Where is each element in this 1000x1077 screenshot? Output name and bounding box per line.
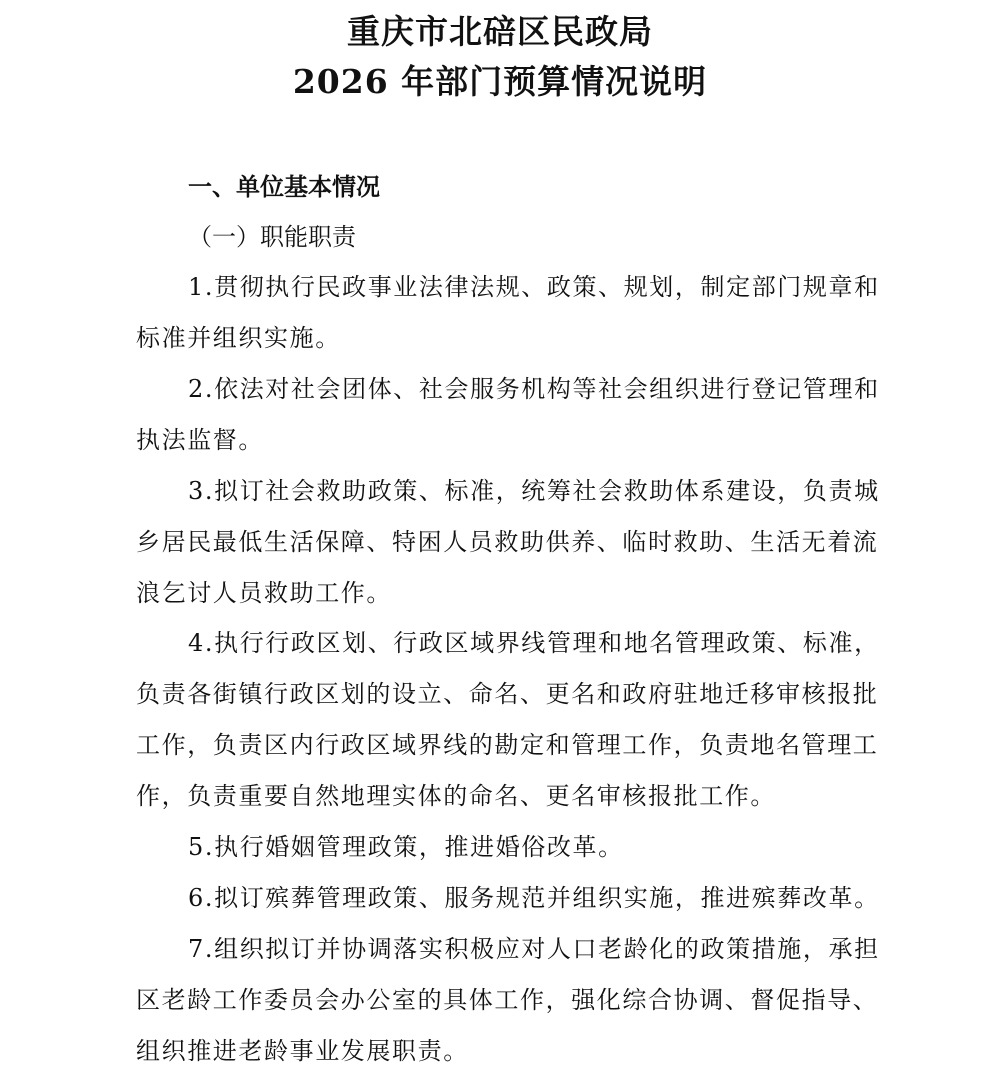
paragraph-7: 7.组织拟订并协调落实积极应对人口老龄化的政策措施，承担区老龄工作委员会办公室的具体工作，强化综合协调、督促指导、组织推进老龄事业发展职责。 [136,935,880,1065]
section-heading: 一、单位基本情况 [188,173,380,201]
document-title-line1: 重庆市北碚区民政局 [347,12,653,51]
paragraph-1: 1.贯彻执行民政事业法律法规、政策、规划，制定部门规章和标准并组织实施。 [136,273,880,352]
paragraph-5: 5.执行婚姻管理政策，推进婚俗改革。 [188,833,624,861]
sub-heading: （一）职能职责 [188,223,356,251]
paragraph-6: 6.拟订殡葬管理政策、服务规范并组织实施，推进殡葬改革。 [188,884,880,912]
paragraph-3: 3.拟订社会救助政策、标准，统筹社会救助体系建设，负责城乡居民最低生活保障、特困人员救助供养、临时救助、生活无着流浪乞讨人员救助工作。 [136,477,880,607]
paragraph-4: 4.执行行政区划、行政区域界线管理和地名管理政策、标准，负责各街镇行政区划的设立、命名、更名和政府驻地迁移审核报批工作，负责区内行政区域界线的勘定和管理工作，负责地名管理工作，负责重要自然地理实体的命名、更名审核报批工作。 [136,629,880,810]
document-title-line2: 2026 年部门预算情况说明 [292,62,708,101]
paragraph-2: 2.依法对社会团体、社会服务机构等社会组织进行登记管理和执法监督。 [136,375,880,454]
